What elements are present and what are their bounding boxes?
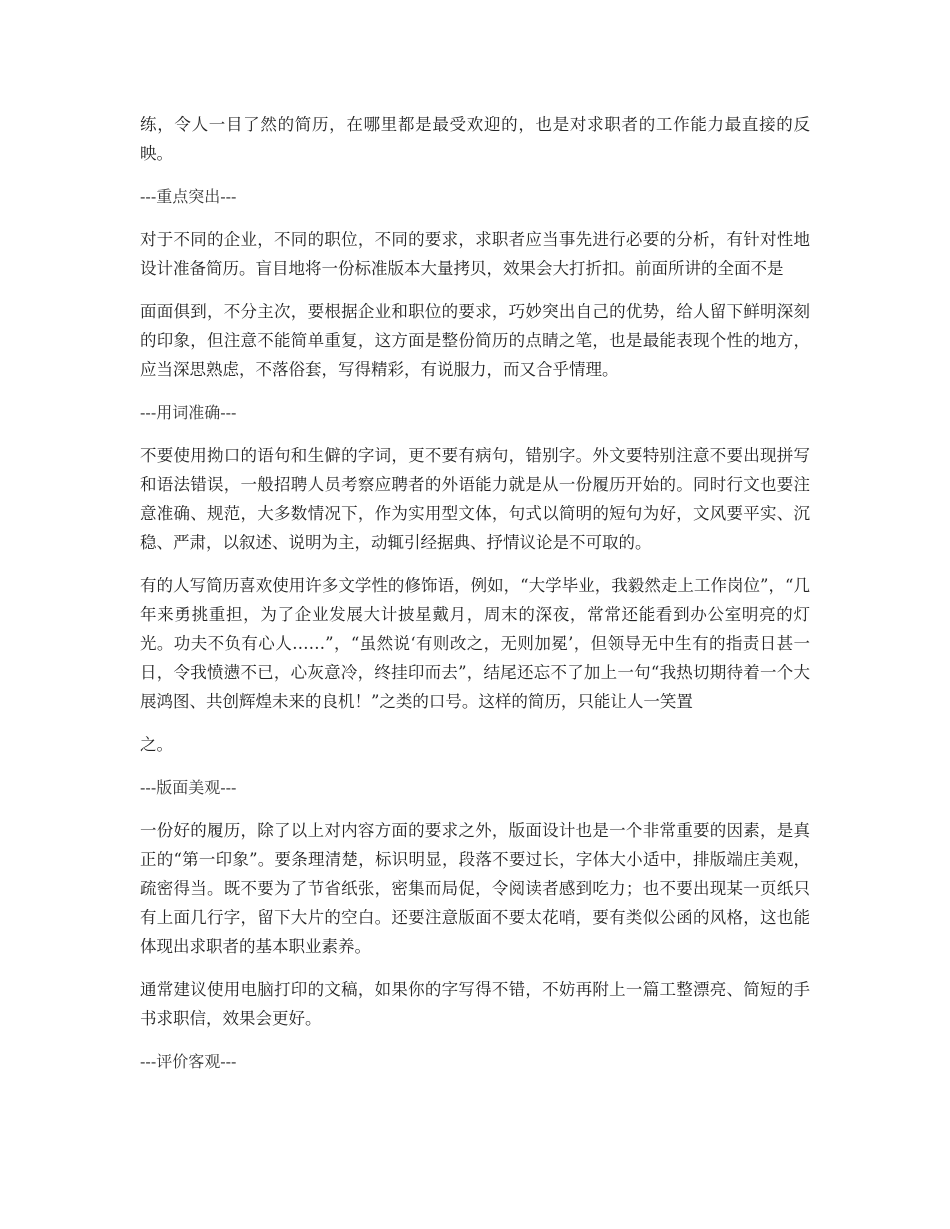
paragraph-wording-2: 有的人写简历喜欢使用许多文学性的修饰语，例如，“大学毕业，我毅然走上工作岗位”，“几年来勇挑重担，为了企业发展大计披星戴月，周末的深夜，常常还能看到办公室明亮的灯光。功夫不负有心人……”，“虽然说‘有则改之，无则加冕’，但领导无中生有的指责日甚一日，令我愤懑不已，心灰意冷，终挂印而去”，结尾还忘不了加上一句“我热切期待着一个大展鸿图、共创辉煌未来的良机！”之类的口号。这样的简历，只能让人一笑置 xyxy=(140,576,810,711)
paragraph-highlight-1: 对于不同的企业，不同的职位，不同的要求，求职者应当事先进行必要的分析，有针对性地设计准备简历。盲目地将一份标准版本大量拷贝，效果会大打折扣。前面所讲的全面不是 xyxy=(140,230,810,278)
paragraph-highlight-2: 面面俱到，不分主次，要根据企业和职位的要求，巧妙突出自己的优势，给人留下鲜明深刻的印象，但注意不能简单重复，这方面是整份简历的点睛之笔，也是最能表现个性的地方，应当深思熟虑，不落俗套，写得精彩，有说服力，而又合乎情理。 xyxy=(140,302,810,379)
section-heading-layout: ---版面美观--- xyxy=(140,778,237,797)
paragraph-layout-1: 一份好的履历，除了以上对内容方面的要求之外，版面设计也是一个非常重要的因素，是真正的“第一印象”。要条理清楚，标识明显，段落不要过长，字体大小适中，排版端庄美观，疏密得当。既不要为了节省纸张，密集而局促，令阅读者感到吃力；也不要出现某一页纸只有上面几行字，留下大片的空白。还要注意版面不要太花哨，要有类似公函的风格，这也能体现出求职者的基本职业素养。 xyxy=(140,821,810,956)
section-heading-highlight: ---重点突出--- xyxy=(140,187,237,206)
paragraph-intro-end: 练，令人一目了然的简历，在哪里都是最受欢迎的，也是对求职者的工作能力最直接的反映。 xyxy=(140,115,810,163)
section-heading-wording: ---用词准确--- xyxy=(140,403,237,422)
paragraph-wording-3: 之。 xyxy=(140,735,173,754)
document-page xyxy=(140,110,810,1090)
section-heading-evaluation: ---评价客观--- xyxy=(140,1052,237,1071)
paragraph-layout-2: 通常建议使用电脑打印的文稿，如果你的字写得不错，不妨再附上一篇工整漂亮、简短的手书求职信，效果会更好。 xyxy=(140,980,810,1028)
paragraph-wording-1: 不要使用拗口的语句和生僻的字词，更不要有病句，错别字。外文要特别注意不要出现拼写和语法错误，一般招聘人员考察应聘者的外语能力就是从一份履历开始的。同时行文也要注意准确、规范，大多数情况下，作为实用型文体，句式以简明的短句为好，文风要平实、沉稳、严肃，以叙述、说明为主，动辄引经据典、抒情议论是不可取的。 xyxy=(140,446,810,552)
